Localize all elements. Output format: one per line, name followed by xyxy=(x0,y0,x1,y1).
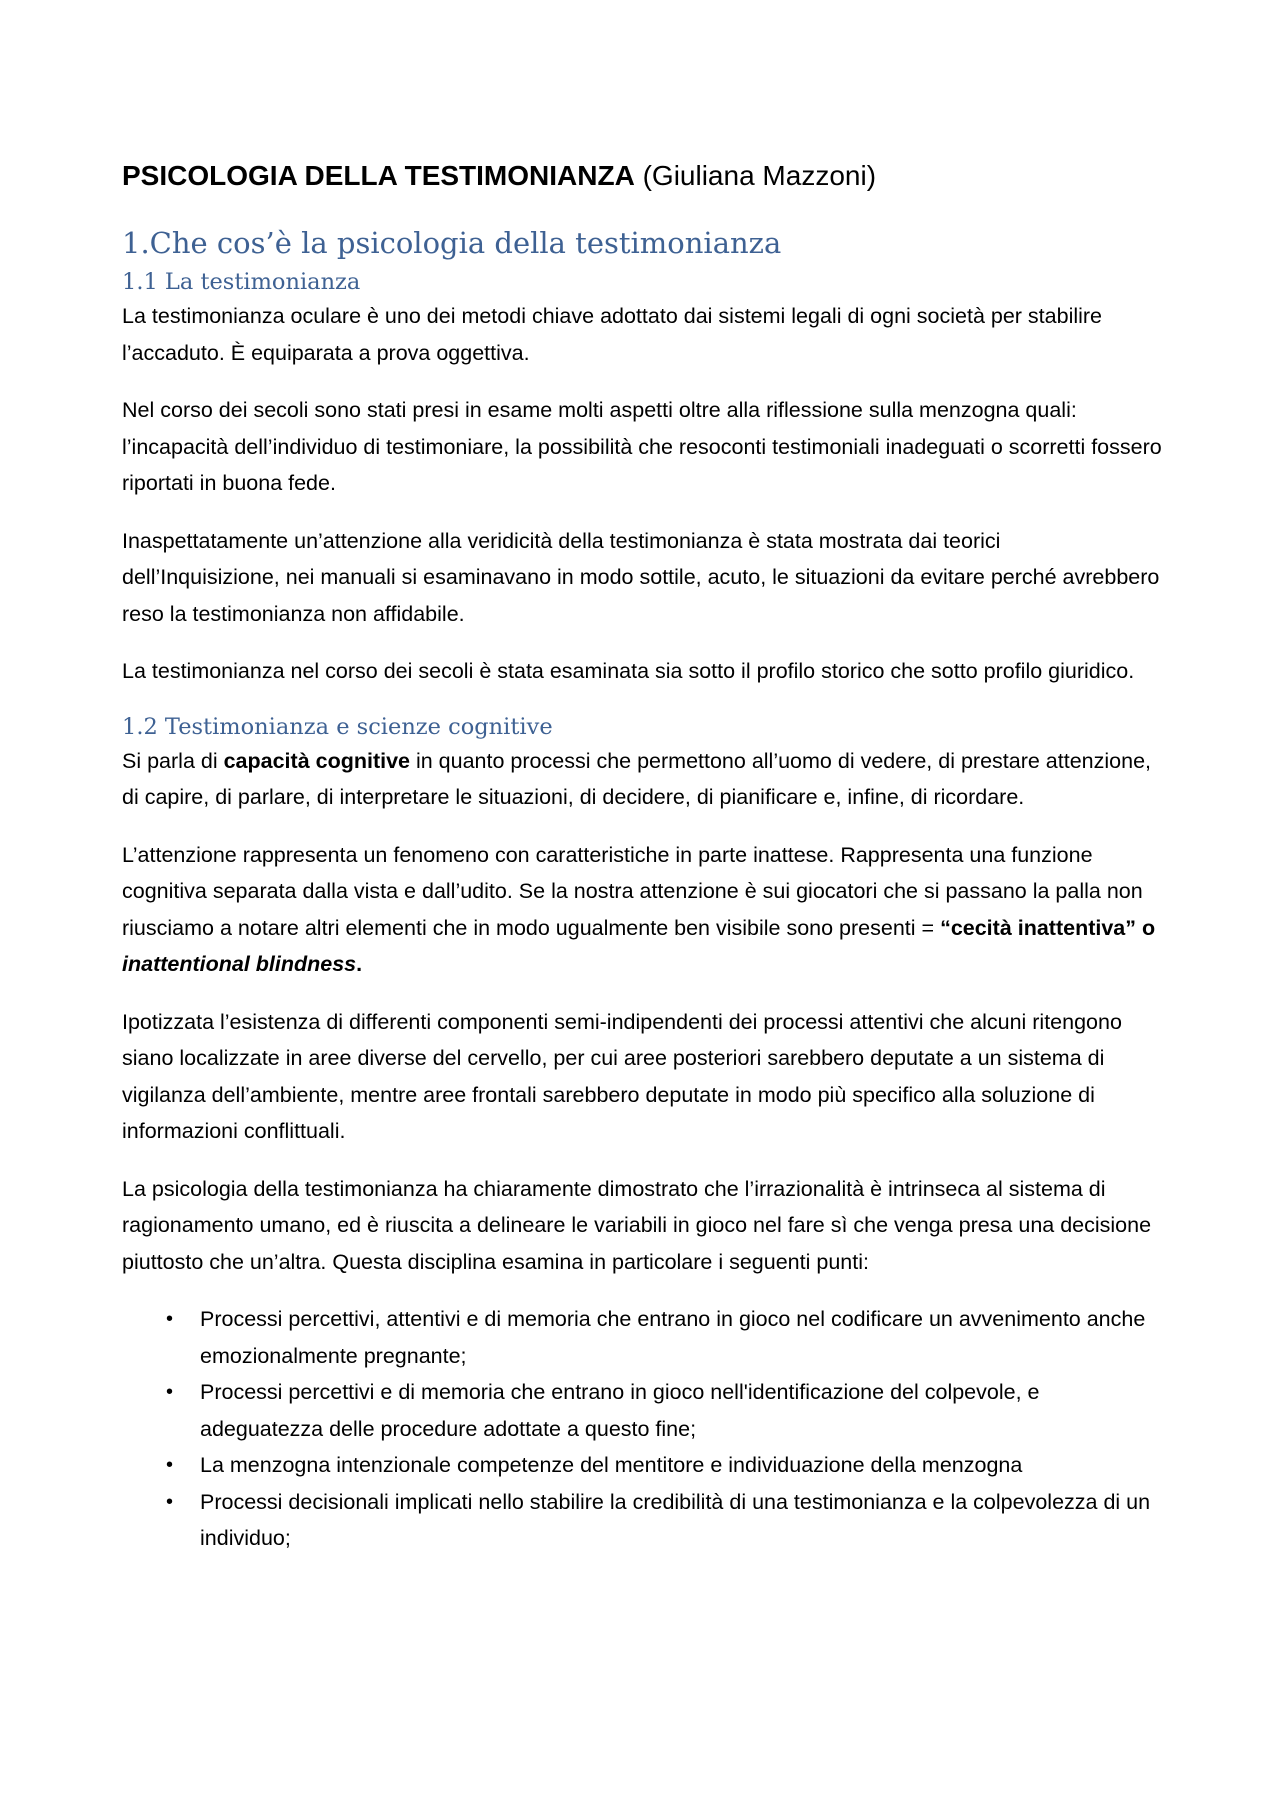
document-title-author: (Giuliana Mazzoni) xyxy=(634,160,877,191)
bullet-list xyxy=(122,1301,1162,1557)
paragraph-attenzione xyxy=(122,837,1162,983)
bullet-icon: • xyxy=(166,1490,174,1513)
list-item xyxy=(122,1484,1162,1557)
bullet-icon: • xyxy=(166,1454,174,1476)
paragraph: La psicologia della testimonianza ha chiaramente dimostrato che l’irrazionalità è intrinseca al sistema di ragionamento umano, ed è riuscita a delineare le variabili in gioco nel fare sì che venga presa una decisione piuttosto che un’altra. Questa disciplina esamina in particolare i seguenti punti: xyxy=(122,1176,1152,1274)
paragraph-capacita-cognitive xyxy=(122,743,1162,816)
list-item-text: Processi percettivi, attentivi e di memoria che entrano in gioco nel codificare un avvenimento anche emozionalmente pregnante; xyxy=(200,1307,1146,1368)
text-span: L’attenzione rappresenta un fenomeno con caratteristiche in parte inattese. Rappresenta una funzione cognitiva separata dalla vista e dall’udito. Se la nostra attenzione è sui giocatori che si passano la palla non riusciamo a notare altri elementi che in modo ugualmente ben visibile sono presenti = xyxy=(122,842,1143,940)
bullet-icon: • xyxy=(166,1381,174,1403)
list-item xyxy=(122,1301,1162,1374)
section-heading-1: 1.Che cos’è la psicologia della testimonianza xyxy=(122,226,782,260)
paragraph: La testimonianza nel corso dei secoli è stata esaminata sia sotto il profilo storico che sotto profilo giuridico. xyxy=(122,659,1135,683)
paragraph: Inaspettatamente un’attenzione alla veridicità della testimonianza è stata mostrata dai teorici dell’Inquisizione, nei manuali si esaminavano in modo sottile, acuto, le situazioni da evitare perché avrebbero reso la testimonianza non affidabile. xyxy=(122,528,1160,626)
paragraph: La testimonianza oculare è uno dei metodi chiave adottato dai sistemi legali di ogni società per stabilire l’accaduto. È equiparata a prova oggettiva. xyxy=(122,304,1103,365)
list-item xyxy=(122,1447,1162,1484)
document-title-main: PSICOLOGIA DELLA TESTIMONIANZA xyxy=(122,160,635,191)
bold-term: “cecità inattentiva” o xyxy=(940,915,1156,940)
bold-period: . xyxy=(356,952,363,976)
list-item-text: Processi decisionali implicati nello stabilire la credibilità di una testimonianza e la colpevolezza di un individuo; xyxy=(200,1489,1151,1550)
subsection-heading-1-1: 1.1 La testimonianza xyxy=(122,269,361,295)
text-span: in quanto processi che permettono all’uomo di vedere, di prestare attenzione, di capire, di parlare, di interpretare le situazioni, di decidere, di pianificare e, infine, di ricordare. xyxy=(122,748,1151,809)
list-item xyxy=(122,1374,1162,1447)
document-title xyxy=(122,158,1162,194)
subsection-heading-1-2: 1.2 Testimonianza e scienze cognitive xyxy=(122,713,553,740)
paragraph: Nel corso dei secoli sono stati presi in esame molti aspetti oltre alla riflessione sulla menzogna quali: l’incapacità dell’individuo di testimoniare, la possibilità che resoconti testimoniali inadeguati o scorretti fossero riportati in buona fede. xyxy=(122,398,1162,495)
list-item-text: Processi percettivi e di memoria che entrano in gioco nell'identificazione del colpevole, e adeguatezza delle procedure adottate a questo fine; xyxy=(200,1380,1040,1441)
document-content xyxy=(122,158,1162,1557)
bold-italic-term: inattentional blindness xyxy=(122,952,357,976)
bullet-icon: • xyxy=(166,1308,174,1330)
bold-term: capacità cognitive xyxy=(223,748,410,773)
list-item-text: La menzogna intenzionale competenze del mentitore e individuazione della menzogna xyxy=(200,1453,1023,1477)
text-span: Si parla di xyxy=(122,748,224,773)
paragraph: Ipotizzata l’esistenza di differenti componenti semi-indipendenti dei processi attentivi che alcuni ritengono siano localizzate in aree diverse del cervello, per cui aree posteriori sarebbero deputate a un sistema di vigilanza dell’ambiente, mentre aree frontali sarebbero deputate in modo più specifico alla soluzione di informazioni conflittuali. xyxy=(122,1009,1122,1143)
